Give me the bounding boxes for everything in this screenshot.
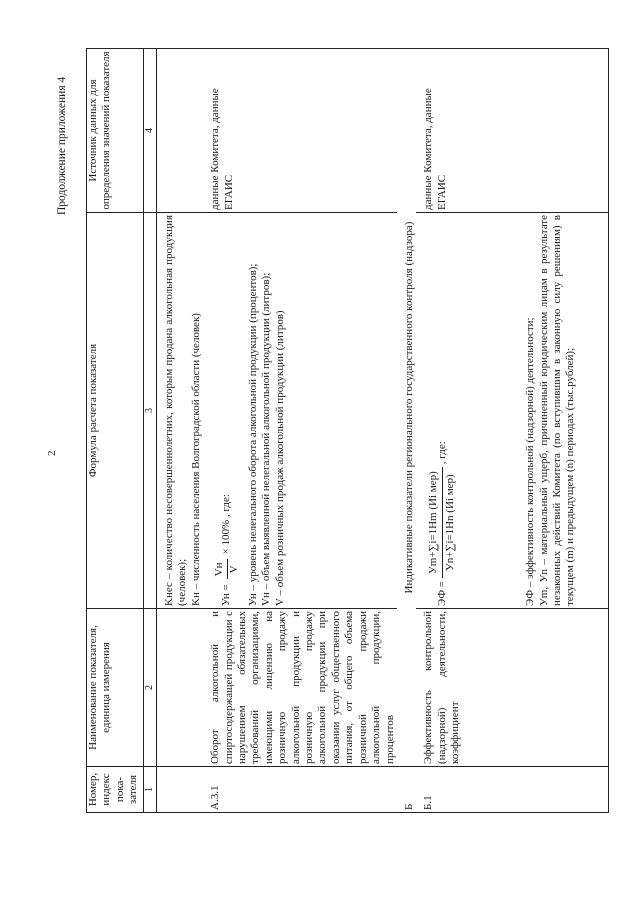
indicator-id: Б.1 [416, 767, 608, 813]
section-row [397, 49, 416, 813]
section-letter: Б [397, 767, 416, 813]
header-name: Наименование показателя, единица измерения [87, 609, 144, 767]
indicator-id: А.3.1 [203, 767, 397, 813]
k-nes-definition: Kнес – количество несовершеннолетних, которым продана алкогольная продукция (человек); [163, 215, 189, 606]
formula-expression [426, 215, 458, 606]
header-source: Источник данных для определения значений показателя [87, 49, 144, 213]
table-column-numbers [144, 49, 157, 813]
formula-denominator: Уn+∑i=1Hn (Иi мер) [443, 474, 456, 571]
indicator-name: Эффективность контрольной (надзорной) деятельности, коэффициент [416, 609, 608, 767]
page-number: 2 [46, 450, 58, 456]
header-number: Номер, индекс пока-зателя [87, 767, 144, 813]
indicator-source: данные Комитета, данные ЕГАИС [203, 49, 397, 213]
formula-desc-3: V – объем розничных продаж алкогольной продукции (литров) [273, 310, 286, 606]
continuation-text [157, 213, 204, 609]
k-n-definition: Kн – численность населения Волгоградской области (человек) [189, 313, 202, 606]
col-num-4: 4 [144, 49, 157, 213]
formula-tail: , где: [435, 441, 448, 465]
appendix-continuation-title: Продолжение приложения 4 [56, 76, 68, 215]
formula-desc-2: Уm, Уn – материальный ущерб, причиненный юридическим лицам в результате незаконных действий Комитета (по вступившим в законную силу решениям) в текущем (m) и предыдущем (n) периодах (тыс.рублей); [537, 215, 577, 606]
formula-tail: × 100% , где: [220, 494, 233, 555]
formula-desc-2: Vн – объем выявленной нелегальной алкогольной продукции (литров); [260, 272, 273, 606]
table-header-row [87, 49, 144, 813]
formula-numerator: Vн [213, 559, 227, 579]
indicator-formula [203, 213, 397, 609]
formula-fraction [213, 559, 241, 579]
table-row [203, 49, 397, 813]
continuation-row [157, 49, 204, 813]
section-title: Индикативные показатели регионального государственного контроля (надзора) [397, 49, 416, 767]
col-num-3: 3 [144, 213, 157, 609]
table-row [416, 49, 608, 813]
formula-expression [213, 215, 241, 606]
indicator-table [86, 48, 609, 813]
formula-desc-1: ЭФ – эффективность контрольной (надзорной) деятельности; [524, 317, 537, 606]
col-num-2: 2 [144, 609, 157, 767]
formula-numerator: Уm+∑i=1Hm (Иi мер) [426, 467, 442, 578]
formula-lhs: Ун = [220, 584, 233, 606]
indicator-name: Оборот алкогольной и спиртосодержащей продукции с нарушением обязательных требований организациями, имеющими лицензию на розничную продажу алкогольной продукции и розничную продажу алкогольной продукции при оказании услуг общественного питания, от общего объема розничной продажи алкогольной продукции, процентов [203, 609, 397, 767]
formula-denominator: V [227, 565, 240, 574]
indicator-formula [416, 213, 608, 609]
indicator-source: данные Комитета, данные ЕГАИС [416, 49, 608, 213]
formula-desc-1: Ун – уровень нелегального оборота алкогольной продукции (процентов); [247, 263, 260, 606]
header-formula: Формула расчета показателя [87, 213, 144, 609]
formula-lhs: ЭФ = [435, 581, 448, 606]
formula-fraction [426, 467, 458, 578]
col-num-1: 1 [144, 767, 157, 813]
